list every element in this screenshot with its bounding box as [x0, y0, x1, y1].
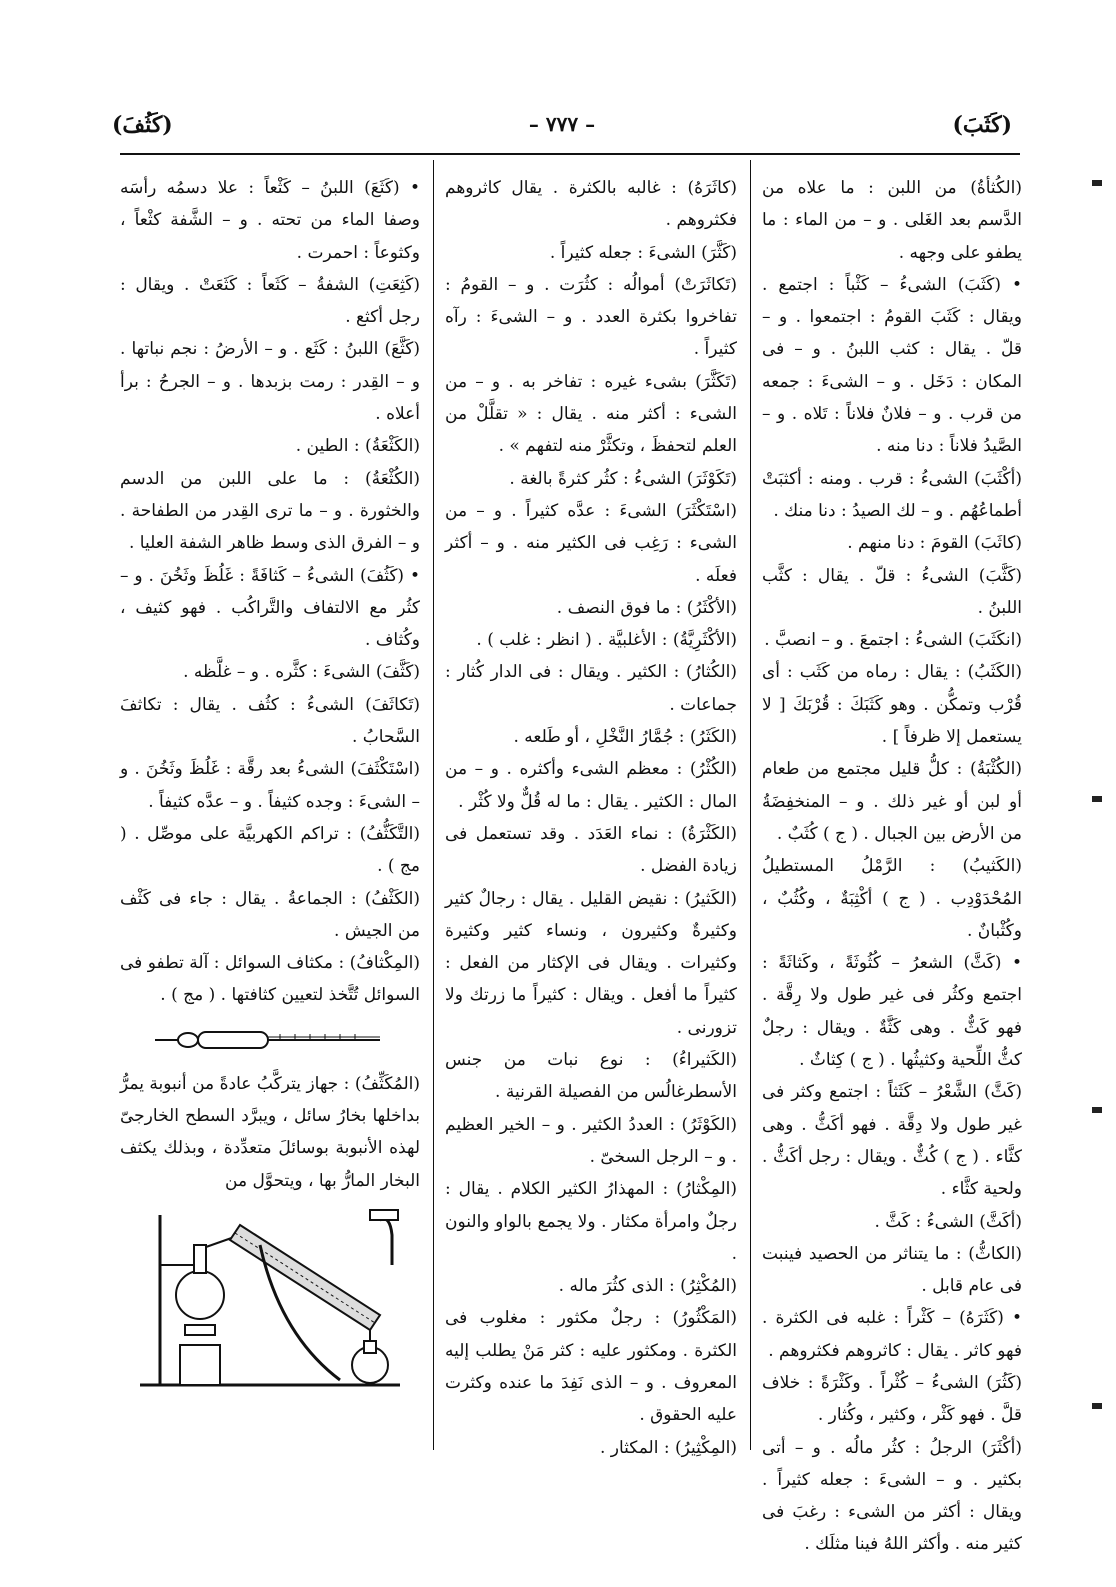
entry: (اسْتَكْثَرَ) الشىءَ : عدَّه كثيراً . و – من الشىء : رَغِب فى الكثير منه . و – أكثر فعلَه . [445, 500, 737, 586]
entry: (كَثُرَ) الشىءُ – كُثْراً . وكَثْرَةً : خلاف قلَّ . فهو كَثْر ، وكثير ، وكُثار . [762, 1372, 1022, 1426]
header-rule [120, 153, 1020, 155]
header-right-root: (كَثَبَ) [952, 112, 1012, 138]
entry: (الكُثارُ) : الكثير . ويقال : فى الدار كُثار : جماعات . [445, 662, 737, 715]
entry: (تَكاثَفَ) الشىءُ : كثُف . يقال : تكاثفَ السَّحابُ . [120, 694, 420, 748]
margin-mark [1092, 1403, 1102, 1409]
margin-mark [1092, 796, 1102, 802]
margin-mark [1092, 180, 1102, 186]
margin-mark [1092, 1107, 1102, 1113]
entry: (أكْثَرَ) الرجلُ : كثُر مالُه . و – أتى بكثير . و – الشىءَ : جعله كثيراً . ويقال : أكثر من الشىء : رغبَ فى كثير منه . وأكثر اللهُ فينا مثلَك . [762, 1437, 1022, 1555]
entry: (اسْتَكْثَفَ) الشىءُ بعد رقَّة : غَلُظَ وثَخُنَ . و – الشىءَ : وجده كثيفاً . و – عدَّه كثيفاً . [120, 759, 420, 812]
entry: (كَثَّبَ) الشىءُ : قلّ . يقال : كثَّب اللبنُ . [762, 565, 1022, 618]
entry: • (كَثَّ) الشعرُ – كُثُوثَةً ، وكَثاثَةً : اجتمع وكثُر فى غير طول ولا رِقَّة . فهو كَثٌّ . وهى كَثَّةٌ . ويقال : رجلٌ كثُّ اللِّحية وكثيثُها . ( ج ) كِثاثٌ . [762, 953, 1022, 1071]
entry: (كَثِعَتِ) الشفةُ – كَثَعاً : كَثَعَتْ . ويقال : رجل أكثع . [120, 274, 420, 328]
entry: (الكَثْعَةُ) : الطين . [295, 436, 420, 457]
entry: (الأكْثَرِيَّةُ) : الأغلبيَّة . ( انظر : غلب ) . [476, 630, 737, 651]
entry: (كَثَّفَ) الشىءَ : كثَّره . و – غلَّظه . [183, 662, 420, 683]
entry: (الكَثيرُ) : نقيض القليل . يقال : رجالٌ كثير وكثيرةٌ وكثيرون ، ونساء كثير وكثيرة وكثيرات . ويقال فى الإكثار من الفعل : كثيراً ما أفعل . ويقال : كثيراً ما زرتك ولا تزورنى . [445, 888, 737, 1038]
entry: (الكُثْعَةُ) : ما على اللبن من الدسم والخثورة . و – ما ترى القِدر من الطفاحة . و – الفرق الذى وسط ظاهر الشفة العليا . [120, 468, 420, 554]
entry: (المِكْثِيرُ) : المكثار . [599, 1437, 737, 1458]
column-middle [445, 172, 737, 1462]
entry: (أكْثَبَ) الشىءُ : قرب . ومنه : أكثبَتْ أطماعُهُم . و – لك الصيدُ : دنا منك . [762, 468, 1022, 521]
entry: • (كَثَعَ) اللبنُ – كَثْعاً : علا دسمُه رأسَه وصفا الماء من تحته . و – الشَّفة كثْعاً ، وكثوعاً : احمرت . [120, 178, 420, 263]
entry: (كَثَّعَ) اللبنُ : كَثَع . و – الأرضُ : نجم نباتها . و – القِدر : رمت بزبدها . و – الجرحُ : برأ أعلاه . [120, 339, 420, 425]
column-right [762, 172, 1022, 1555]
column-separator-1 [750, 160, 751, 1450]
entry: (المَكْثُورُ) : رجلٌ مكثور : مغلوب فى الكثرة . ومكثور عليه : كثر مَنْ يطلب إليه المعروف . و – الذى نَفِدَ ما عنده وكثرت عليه الحقوق . [445, 1308, 737, 1426]
hydrometer-figure [150, 1020, 390, 1060]
entry: (الكُثْرُ) : معظم الشىء وأكثره . و – من المال : الكثير . يقال : ما له قُلٌّ ولا كُثْر . [445, 759, 737, 812]
entry: (كَثَّرَ) الشىءَ : جعله كثيراً . [549, 242, 737, 263]
header-left-root: (كَثُفَ) [112, 112, 173, 138]
entry: (الكَوْثَرُ) : العددُ الكثير . و – الخير العظيم . و – الرجل السخىّ . [445, 1114, 737, 1167]
column-separator-2 [433, 160, 434, 1450]
entry: (المِكْثارُ) : المهذارُ الكثير الكلام . يقال : رجلٌ وامرأة مكثار . ولا يجمع بالواو والنون . [445, 1179, 737, 1264]
entry: (المِكْثافُ) : مكثاف السوائل : آلة تطفو فى السوائل تُتَّخذ لتعيين كثافتها . ( مج ) . [120, 953, 420, 1006]
entry: (كَثَّ) الشَّعْرُ – كَثَثاً : اجتمع وكثر فى غير طول ولا دِقَّة . فهو أكَثُّ . وهى كثَّاء . ( ج ) كُثٌّ . ويقال : رجل أكَثُّ . ولحية كثَّاء . [762, 1082, 1022, 1200]
entry: (الكَثَرُ) : جُمَّارُ النَّخْلِ ، أو طَلعه . [513, 727, 737, 748]
entry: (الكَثْرَةُ) : نماء العَدَد . وقد تستعمل فى زيادة الفضل . [445, 823, 737, 877]
entry: (أكَثَّ) الشىءُ : كَثَّ . [874, 1211, 1022, 1232]
entry: (تَكَوْثَرَ) الشىءُ : كثُر كثرةً بالغة . [509, 468, 737, 489]
entry: (الكَثْفُ) : الجماعةُ . يقال : جاء فى كَثْف من الجيش . [120, 888, 420, 941]
page-number: – ٧٧٧ – [528, 112, 596, 136]
entry: (كاثَبَ) القومَ : دنا منهم . [847, 533, 1022, 554]
entry: (انكَثَبَ) الشىءُ : اجتمعَ . و – انصبَّ . [764, 630, 1022, 651]
entry: (تَكَثَّرَ) بشىء غيره : تفاخر به . و – من الشىء : أكثر منه . يقال : « تقلَّلْ من العلم لتحفظَ ، وتكثَّرْ منه لتفهم » . [445, 371, 737, 457]
entry: • (كَثُفَ) الشىءُ – كَثافَةً : غَلُظَ وثَخُنَ . و – كثُر مع الالتفاف والتَّراكُب . فهو كثيف ، وكُثاف . [120, 565, 420, 651]
entry: (المُكْثِرُ) : الذى كثُرَ ماله . [558, 1276, 737, 1297]
entry: • (كَثَبَ) الشىءُ – كَثْباً : اجتمع . ويقال : كَثَبَ القومُ : اجتمعوا . و – قلّ . يقال : كثب اللبنُ . و – فى المكان : دَخَل . و – الشىءَ : جمعه من قرب . و – فلانٌ فلاناً : تَلاه . و – الصَّيدُ فلاناً : دنا منه . [762, 274, 1022, 457]
entry: (الكاثُّ) : ما يتناثر من الحصيد فينبت فى عام قابل . [762, 1243, 1022, 1297]
entry: (تَكاثَرَتْ) أموالُه : كثُرَت . و – القومُ : تفاخروا بكثرة العدد . و – الشىءَ : رآه كثيراً . [445, 274, 737, 360]
condenser-figure [130, 1205, 410, 1395]
entry: (الكُثأةُ) من اللبن : ما علاه من الدَّسم بعد الغَلى . و – من الماء : ما يطفو على وجهه . [762, 178, 1022, 263]
entry: (الكَثيراءُ) : نوع نبات من جنس الأسطرغالُس من الفصيلة القرنية . [445, 1050, 737, 1103]
entry: (الكَثيبُ) : الرَّمْلُ المستطيلُ المُحْدَوْدِب . ( ج ) أكْثِبَةٌ ، وكُثُبٌ ، وكُثْبانٌ . [762, 856, 1022, 941]
entry: • (كَثَرَهُ) – كَثْراً : غلبه فى الكثرة . فهو كاثر . يقال : كاثروهم فكثروهم . [762, 1308, 1022, 1361]
entry: (الكَثَبُ) : يقال : رماه من كَثَب : أى قُرْب وتمكُّن . وهو كَثَبَكَ : قُرْبَكَ [ لا يستعمل إلا ظرفاً ] . [762, 662, 1022, 748]
page-header [112, 112, 1012, 148]
entry: (التَّكَثُّفُ) : تراكم الكهربيَّة على موصِّل . ( مج ) . [120, 823, 420, 877]
column-left [120, 172, 420, 1462]
entry: (المُكَثِّفُ) : جهاز يتركَّبُ عادةً من أنبوبة يمرُّ بداخلها بخارُ سائل ، ويبرَّد السطح الخارجىّ لهذه الأنبوبة بوسائلَ متعدِّدة ، وبذلك يكثف البخار المارُّ بها ، ويتحوَّل من [120, 1073, 420, 1191]
entry: (كاثَرَهُ) : غالبه بالكثرة . يقال كاثروهم فكثروهم . [445, 178, 737, 231]
entry: (الأكْثَرُ) : ما فوق النصف . [556, 597, 737, 618]
entry: (الكُثْبَةُ) : كلُّ قليل مجتمع من طعام أو لبن أو غير ذلك . و – المنخفِضَةُ من الأرض بين الجبال . ( ج ) كُثَبٌ . [762, 759, 1022, 844]
